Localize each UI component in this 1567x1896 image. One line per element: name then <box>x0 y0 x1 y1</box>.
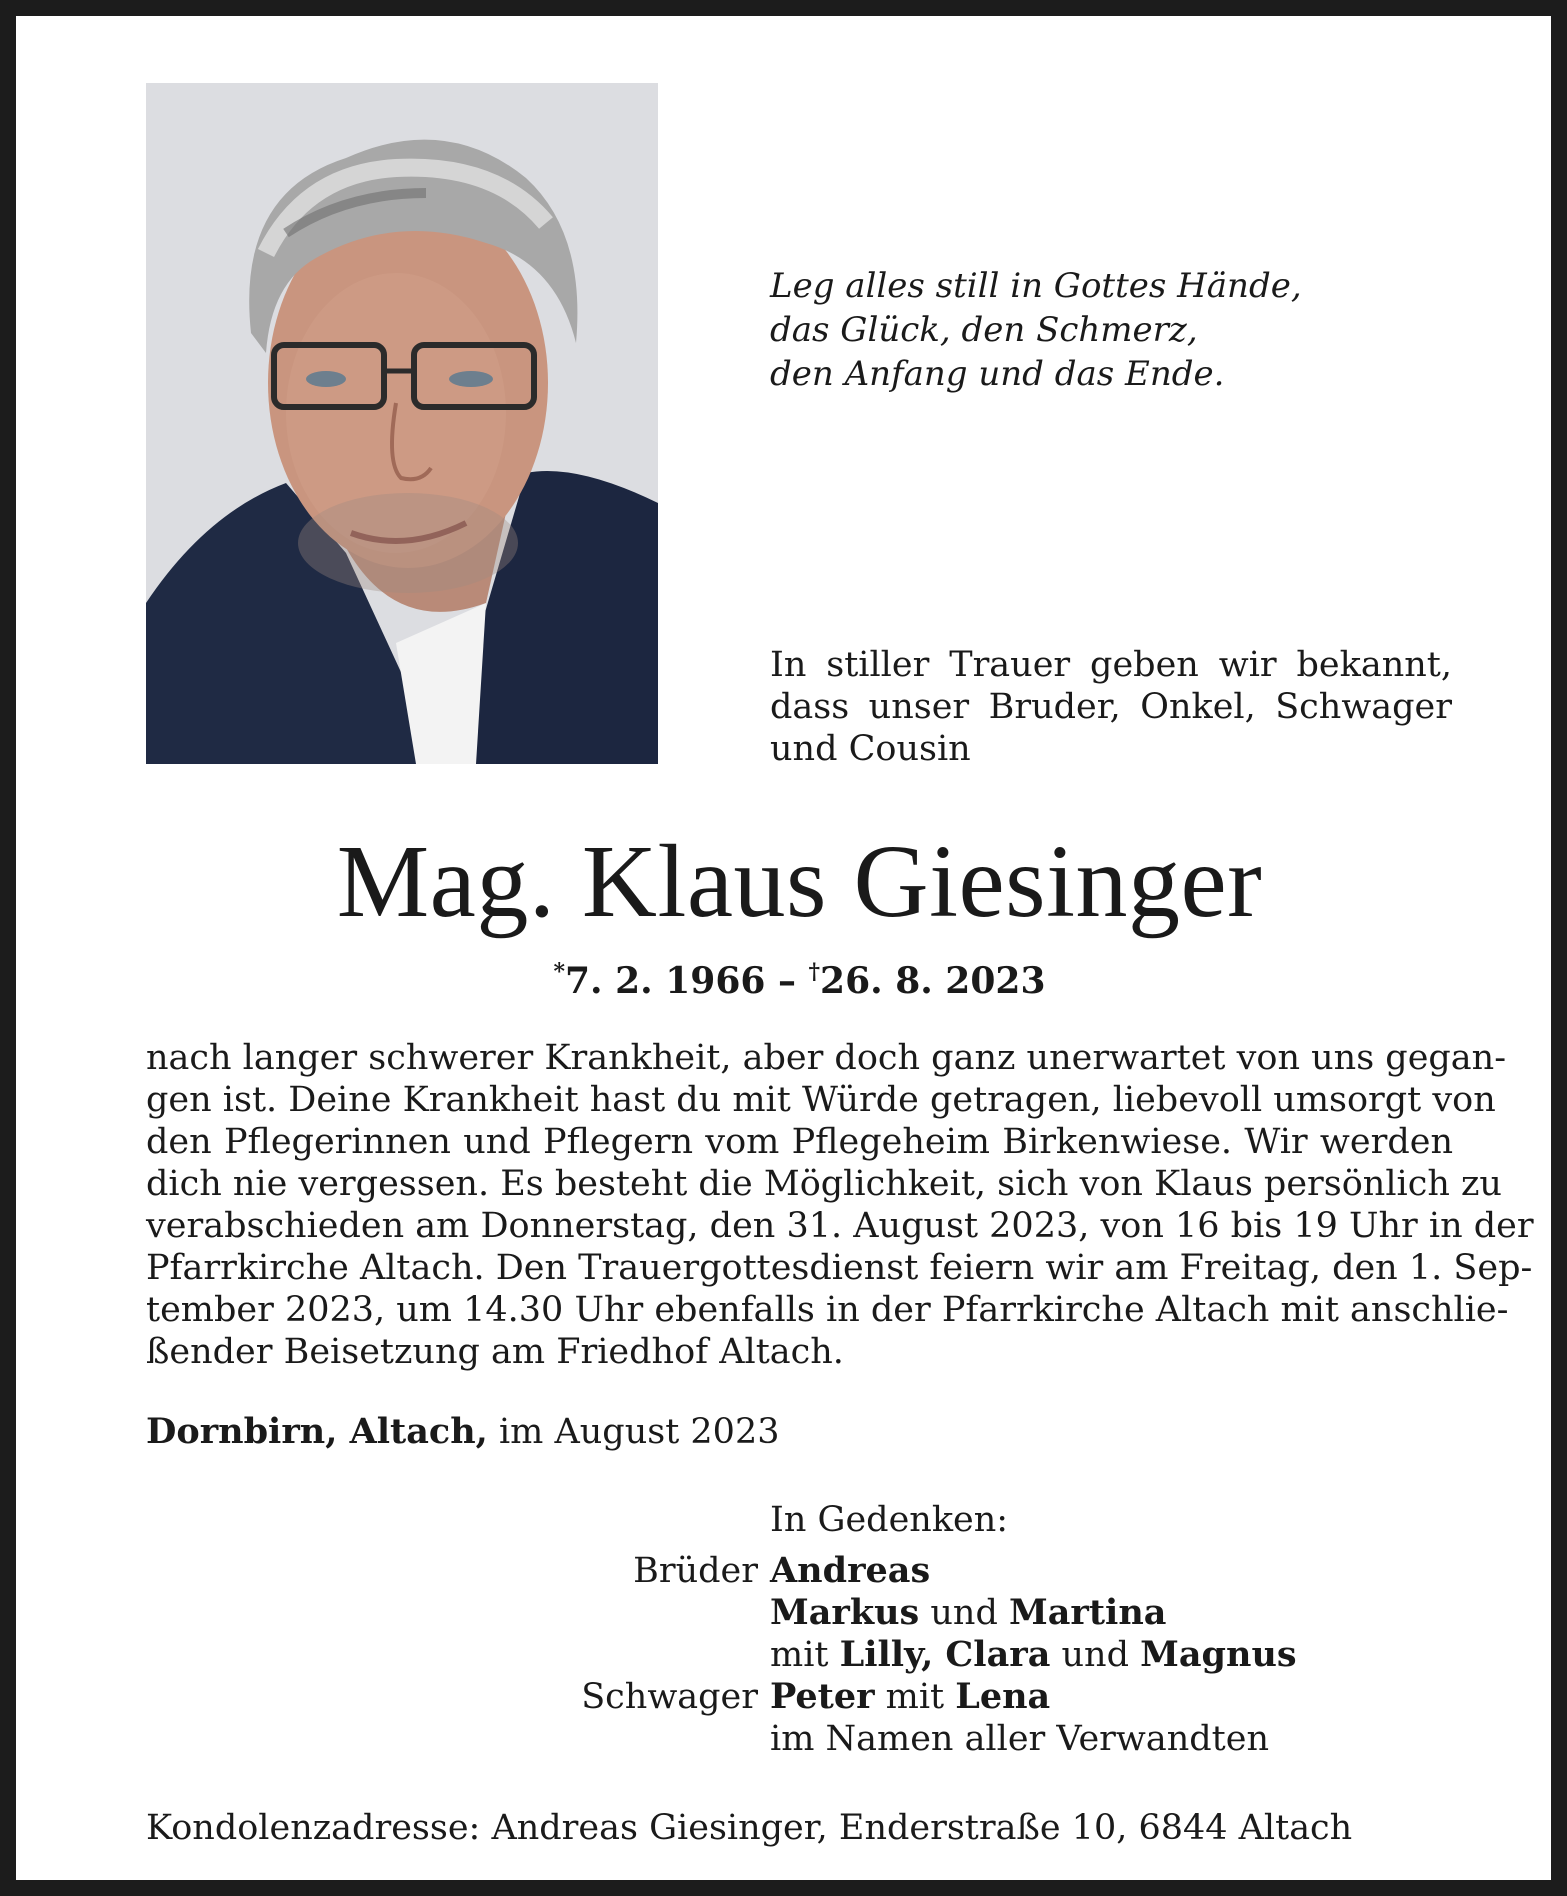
relation-label: Schwager <box>581 1677 758 1717</box>
poem <box>770 264 1330 396</box>
poem-line: das Glück, den Schmerz, <box>770 310 1198 350</box>
date-separator: – <box>765 960 809 1002</box>
life-dates <box>146 948 1453 1005</box>
body-line: ßender Beisetzung am Friedhof Altach. <box>146 1332 844 1372</box>
mourner-name: Peter <box>770 1676 875 1717</box>
body-line: dich nie vergessen. Es besteht die Möglichkeit, sich von Klaus persönlich zu <box>146 1164 1502 1204</box>
connector-text: mit <box>770 1635 840 1675</box>
portrait-photo <box>146 83 658 764</box>
place-month: im August 2023 <box>487 1412 780 1452</box>
body-line: Pfarrkirche Altach. Den Trauergottesdienst feiern wir am Freitag, den 1. Sep- <box>146 1248 1533 1288</box>
body-line: nach langer schwerer Krankheit, aber doch ganz unerwartet von uns gegan- <box>146 1038 1507 1078</box>
mourner-names <box>770 1718 1269 1760</box>
mourner-names <box>770 1676 1050 1718</box>
mourners-list <box>416 1550 1416 1760</box>
mourner-row <box>416 1718 1416 1760</box>
intro-text: In stiller Trauer geben wir bekannt, dass unser Bruder, Onkel, Schwager und Cousin <box>770 645 1452 769</box>
mourner-names <box>770 1634 1297 1676</box>
death-date: 26. 8. 2023 <box>820 960 1046 1002</box>
mourner-names <box>770 1592 1166 1634</box>
poem-line: den Anfang und das Ende. <box>770 354 1225 394</box>
mourner-row <box>416 1592 1416 1634</box>
mourner-row <box>416 1676 1416 1718</box>
connector-text: im Namen aller Verwandten <box>770 1719 1269 1759</box>
deceased-name: Mag. Klaus Giesinger <box>336 824 1263 939</box>
place-towns: Dornbirn, Altach, <box>146 1411 488 1452</box>
mourner-row <box>416 1634 1416 1676</box>
body-line: den Pflegerinnen und Pflegern vom Pflegeheim Birkenwiese. Wir werden <box>146 1122 1453 1162</box>
mourner-name: Lena <box>955 1676 1051 1717</box>
body-line: verabschieden am Donnerstag, den 31. August 2023, von 16 bis 19 Uhr in der <box>146 1206 1534 1246</box>
birth-date: 7. 2. 1966 <box>565 960 766 1002</box>
connector-text: mit <box>874 1677 956 1717</box>
death-symbol: † <box>808 959 821 985</box>
mourner-row <box>416 1550 1416 1592</box>
poem-line: Leg alles still in Gottes Hände, <box>770 266 1302 306</box>
mourner-names <box>770 1550 930 1592</box>
relation-label: Brüder <box>633 1551 758 1591</box>
mourner-name: Lilly, Clara <box>839 1634 1051 1675</box>
mourner-name: Martina <box>1009 1592 1167 1633</box>
body-line: tember 2023, um 14.30 Uhr ebenfalls in der Pfarrkirche Altach mit anschlie- <box>146 1290 1509 1330</box>
connector-text: und <box>1050 1635 1141 1675</box>
mourner-name: Andreas <box>770 1550 931 1591</box>
birth-symbol: * <box>553 959 565 985</box>
mourner-name: Markus <box>770 1592 920 1633</box>
connector-text: und <box>919 1593 1010 1633</box>
place-date <box>146 1410 1046 1454</box>
mourner-name: Magnus <box>1140 1634 1297 1675</box>
body-line: gen ist. Deine Krankheit hast du mit Würde getragen, liebevoll umsorgt von <box>146 1080 1496 1120</box>
condolence-address: Kondolenzadresse: Andreas Giesinger, Enderstraße 10, 6844 Altach <box>146 1808 1353 1848</box>
gedenken-title: In Gedenken: <box>770 1500 1009 1540</box>
body-text <box>146 1037 1534 1373</box>
